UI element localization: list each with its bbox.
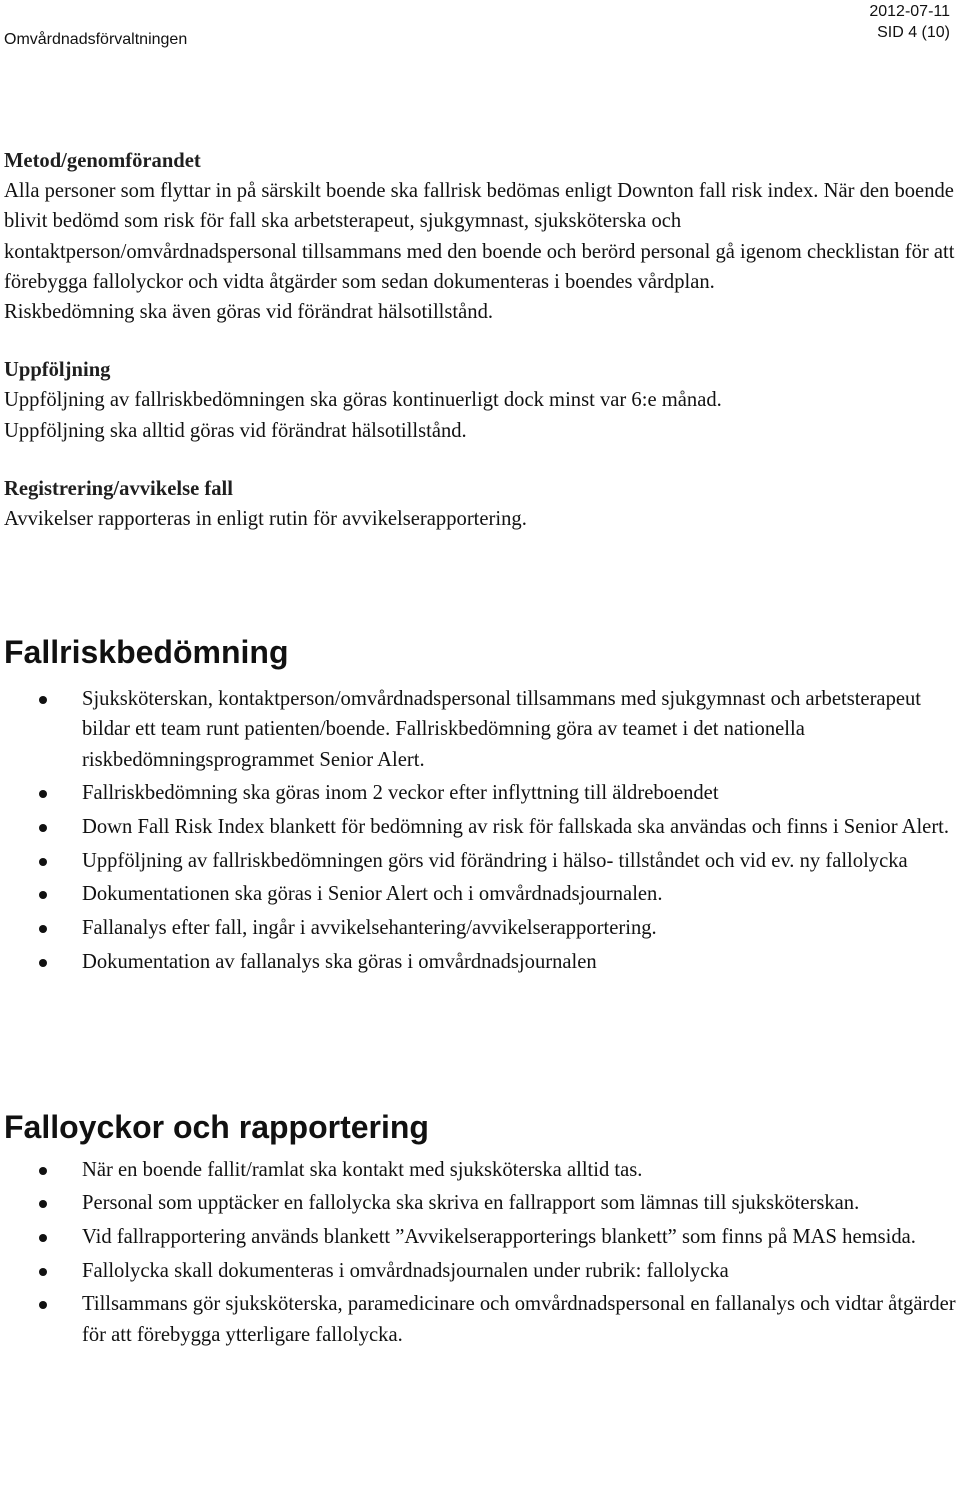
list-item — [4, 879, 956, 909]
bullet-icon — [39, 1268, 47, 1276]
bullet-icon — [39, 696, 47, 704]
header-page-number: SID 4 (10) — [877, 24, 950, 41]
paragraph-uppfoljning-1: Uppföljning av fallriskbedömningen ska göras kontinuerligt dock minst var 6:e månad. — [4, 389, 722, 412]
header-meta — [869, 1, 950, 43]
list-item-text: Sjuksköterskan, kontaktperson/omvårdnadspersonal tillsammans med sjukgymnast och arbetsterapeut bildar ett team runt patienten/boende. Fallriskbedömning göra av teamet i det nationella riskbedömningsprogrammet Senior Alert. — [82, 688, 922, 771]
bullet-icon — [39, 1200, 47, 1208]
paragraph-metod: Alla personer som flyttar in på särskilt boende ska fallrisk bedömas enligt Downton fall risk index. När den boende blivit bedömd som risk för fall ska arbetsterapeut, sjukgymnast, sjuksköterska och kontaktperson/omvårdnadspersonal tillsammans med den boende och berörd personal gå igenom checklistan för att förebygga fallolyckor och vidta åtgärder som sedan dokumenteras i boendes vårdplan. — [4, 180, 955, 293]
bullet-icon — [39, 925, 47, 933]
list-item — [4, 812, 956, 842]
bullet-icon — [39, 1301, 47, 1309]
list-item-text: Dokumentation av fallanalys ska göras i omvårdnadsjournalen — [82, 950, 597, 973]
section-heading-uppfoljning: Uppföljning — [4, 359, 111, 382]
list-item — [4, 913, 956, 943]
paragraph-riskbedomning: Riskbedömning ska även göras vid förändrat hälsotillstånd. — [4, 301, 494, 324]
bullet-icon — [39, 1234, 47, 1242]
section-heading-metod: Metod/genomförandet — [4, 150, 201, 172]
list-item — [4, 1155, 956, 1185]
list-item-text: När en boende fallit/ramlat ska kontakt med sjuksköterska alltid tas. — [82, 1158, 643, 1181]
list-item — [4, 846, 956, 876]
list-item-text: Fallanalys efter fall, ingår i avvikelsehantering/avvikelserapportering. — [82, 917, 657, 940]
list-item-text: Down Fall Risk Index blankett för bedömning av risk för fallskada ska användas och finns i Senior Alert. — [82, 816, 950, 839]
bullet-icon — [39, 824, 47, 832]
list-item — [4, 1222, 956, 1252]
falloyckor-list — [4, 1155, 956, 1350]
fallriskbedomning-list — [4, 684, 956, 977]
bullet-icon — [39, 858, 47, 866]
header-date: 2012-07-11 — [869, 3, 950, 20]
list-item-text: Dokumentationen ska göras i Senior Alert och i omvårdnadsjournalen. — [82, 883, 663, 906]
list-item — [4, 778, 956, 808]
list-item-text: Fallolycka skall dokumenteras i omvårdnadsjournalen under rubrik: fallolycka — [82, 1259, 729, 1282]
list-item — [4, 947, 956, 977]
bullet-icon — [39, 790, 47, 798]
bullet-icon — [39, 1167, 47, 1175]
document-body — [4, 146, 956, 1353]
list-item — [4, 684, 956, 775]
bullet-icon — [39, 959, 47, 967]
list-item — [4, 1256, 956, 1286]
list-item-text: Tillsammans gör sjuksköterska, paramedicinare och omvårdnadspersonal en fallanalys och vidtar åtgärder för att förebygga ytterligare fallolycka. — [82, 1293, 956, 1346]
section-heading-fallriskbedomning: Fallriskbedömning — [4, 634, 289, 671]
list-item-text: Vid fallrapportering används blankett ”Avvikelserapporterings blankett” som finns på MAS hemsida. — [82, 1225, 916, 1248]
list-item-text: Fallriskbedömning ska göras inom 2 veckor efter inflyttning till äldreboendet — [82, 782, 719, 805]
list-item-text: Personal som upptäcker en fallolycka ska skriva en fallrapport som lämnas till sjuksköterskan. — [82, 1192, 860, 1215]
header-organization: Omvårdnadsförvaltningen — [4, 31, 188, 48]
list-item — [4, 1188, 956, 1218]
paragraph-uppfoljning-2: Uppföljning ska alltid göras vid förändrat hälsotillstånd. — [4, 419, 467, 442]
section-heading-registrering: Registrering/avvikelse fall — [4, 477, 233, 500]
section-heading-falloyckor: Falloyckor och rapportering — [4, 1108, 429, 1145]
list-item — [4, 1289, 956, 1349]
bullet-icon — [39, 891, 47, 899]
paragraph-registrering: Avvikelser rapporteras in enligt rutin för avvikelserapportering. — [4, 508, 527, 531]
list-item-text: Uppföljning av fallriskbedömningen görs vid förändring i hälso- tillståndet och vid ev. ny fallolycka — [82, 849, 908, 872]
